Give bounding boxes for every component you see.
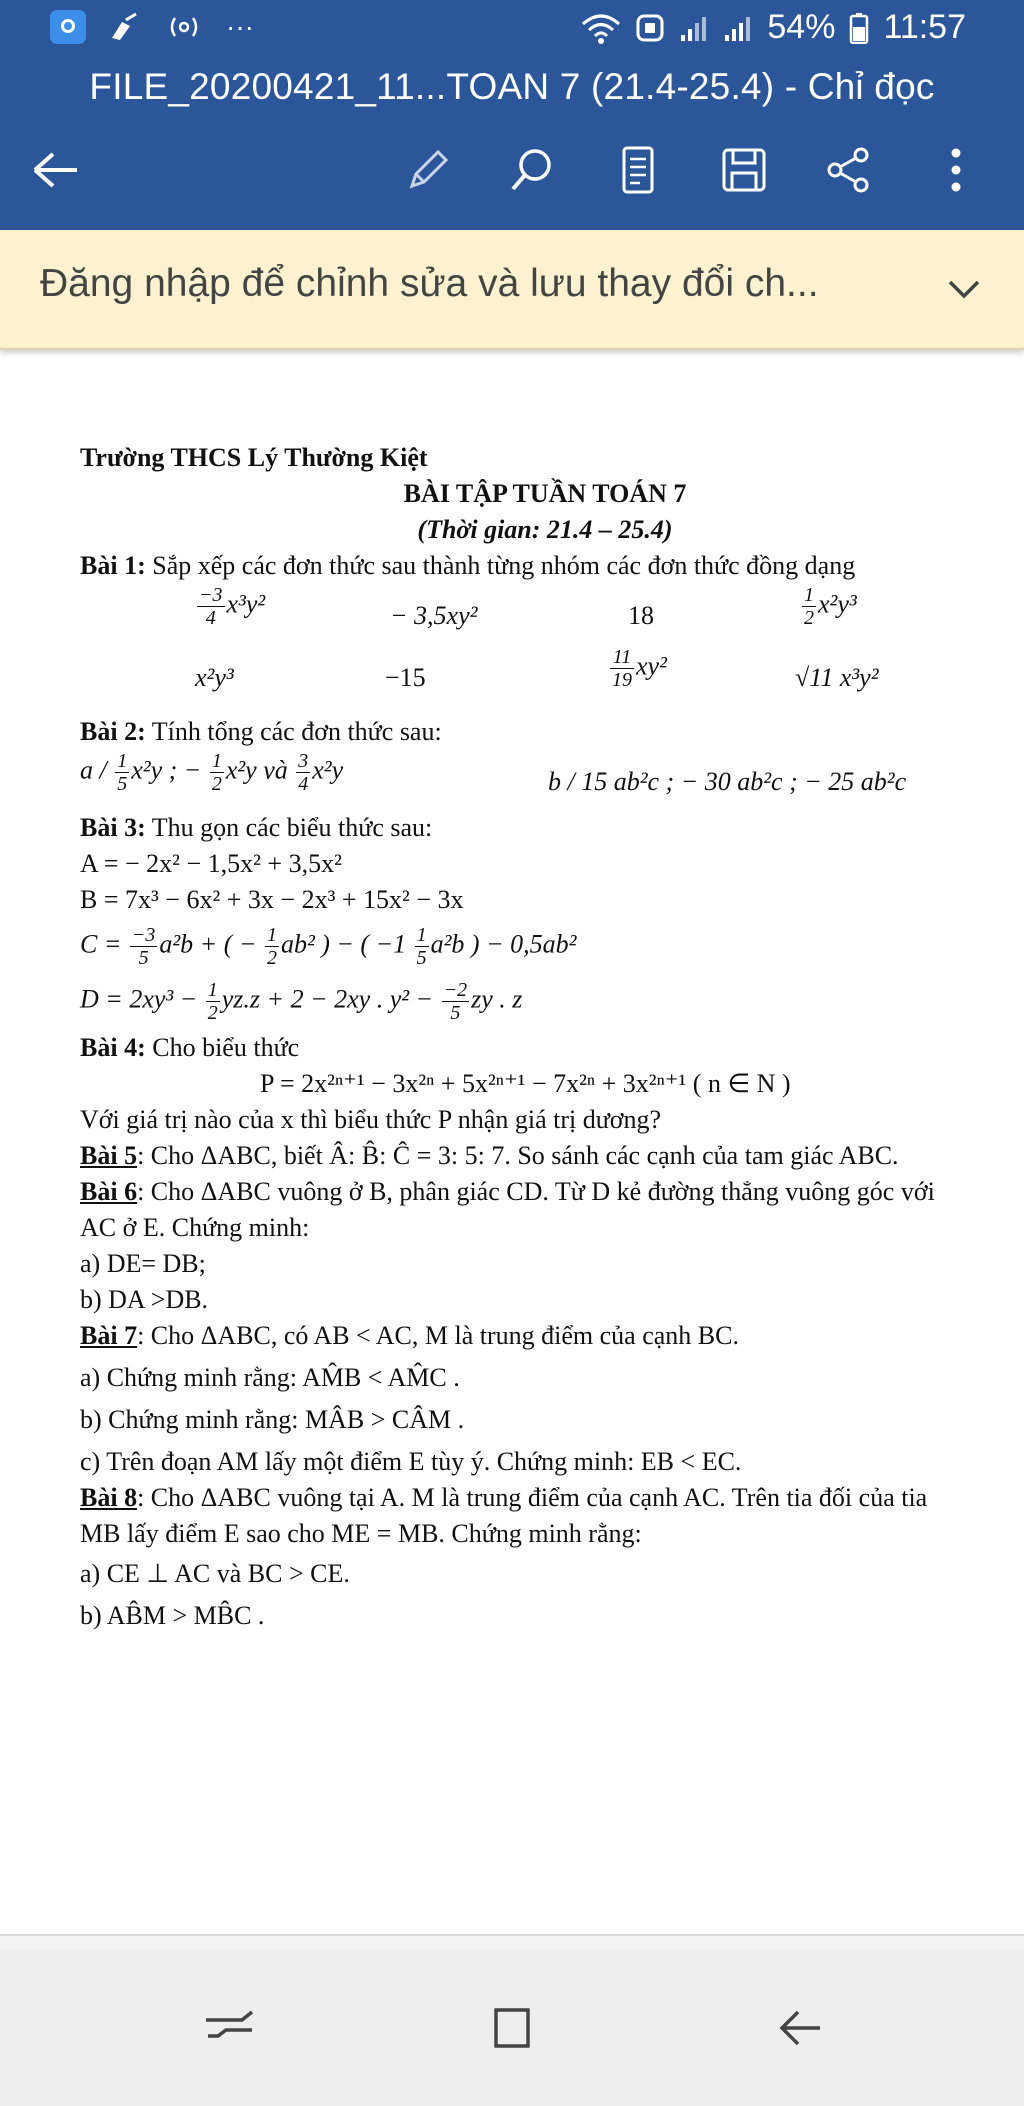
- numerator: 1: [211, 750, 222, 772]
- pencil-icon: [404, 146, 452, 194]
- c-middle-1: a²b + ( −: [159, 929, 257, 959]
- fraction: [296, 750, 310, 795]
- bai8-text-2: MB lấy điểm E sao cho ME = MB. Chứng minh rằng:: [80, 1519, 642, 1548]
- back-nav-button[interactable]: [770, 1998, 830, 2058]
- bai7-part-b: b) Chứng minh rằng: MÂB > CÂM .: [80, 1405, 465, 1434]
- numerator: 1: [804, 584, 814, 606]
- monomial-rest: x²y³: [818, 589, 857, 619]
- fraction: [197, 584, 225, 629]
- back-arrow-icon: [31, 150, 81, 190]
- fraction: [210, 750, 224, 795]
- monomial-r1c4: [800, 584, 857, 629]
- edit-button[interactable]: [398, 140, 458, 200]
- monomial-r2c3: [608, 646, 667, 691]
- bai1-prompt: [80, 548, 1010, 584]
- search-button[interactable]: [502, 140, 562, 200]
- monomial-rest: xy²: [636, 651, 667, 681]
- bai2-text: Tính tổng các đơn thức sau:: [145, 717, 442, 746]
- monomial-r1c1: [195, 584, 265, 629]
- hotspot-icon: [50, 10, 86, 44]
- sign-in-banner[interactable]: [0, 230, 1024, 350]
- chevron-down-icon[interactable]: [944, 270, 984, 310]
- share-button[interactable]: [818, 140, 878, 200]
- sign-in-banner-text: Đăng nhập để chỉnh sửa và lưu thay đổi ch...: [40, 262, 819, 305]
- status-bar-left: [50, 10, 254, 44]
- fraction: [115, 750, 129, 795]
- save-icon: [720, 146, 768, 194]
- bai4-formula: P = 2x²ⁿ⁺¹ − 3x²ⁿ + 5x²ⁿ⁺¹ − 7x²ⁿ + 3x²ⁿ⁺¹ ( n ∈ N ): [260, 1069, 791, 1098]
- app-bar: [0, 62, 1024, 230]
- d-end: zy . z: [471, 984, 523, 1014]
- monomial-r2c2: −15: [385, 663, 426, 692]
- bai8-label: Bài 8: [80, 1483, 138, 1512]
- signal-icon-2: [723, 13, 753, 43]
- c-end: a²b ) − 0,5ab²: [430, 929, 577, 959]
- bai6-part-a: a) DE= DB;: [80, 1249, 206, 1278]
- signal-icon-1: [679, 13, 709, 43]
- fraction: [610, 646, 634, 691]
- bai7-part-c: c) Trên đoạn AM lấy một điểm E tùy ý. Chứng minh: EB < EC.: [80, 1447, 742, 1476]
- numerator: 1: [117, 750, 128, 772]
- more-vertical-icon: [946, 145, 966, 195]
- denominator: 2: [804, 607, 814, 629]
- numerator: 1: [207, 979, 218, 1001]
- monomial-rest: x³y²: [226, 589, 266, 619]
- bai5-prompt: [80, 1138, 1010, 1174]
- denominator: 5: [138, 947, 149, 969]
- recent-apps-button[interactable]: [200, 1998, 260, 2058]
- save-button[interactable]: [714, 140, 774, 200]
- back-button[interactable]: [26, 140, 86, 200]
- status-bar-right: [581, 8, 966, 47]
- clock: 11:57: [883, 8, 966, 46]
- doc-time-period: (Thời gian: 21.4 – 25.4): [417, 515, 673, 544]
- status-bar: [0, 0, 1024, 62]
- expression-b: B = 7x³ − 6x² + 3x − 2x³ + 15x² − 3x: [80, 885, 464, 914]
- expression-a: A = − 2x² − 1,5x² + 3,5x²: [80, 849, 342, 878]
- numerator: −3: [131, 924, 156, 946]
- more-notifications: ···: [226, 11, 254, 42]
- bai2-part-b: b / 15 ab²c ; − 30 ab²c ; − 25 ab²c: [548, 767, 907, 796]
- monomial-r1c2: − 3,5xy²: [390, 601, 478, 630]
- denominator: 5: [416, 947, 427, 969]
- expression-d: [80, 979, 1010, 1024]
- bai7-part-a: a) Chứng minh rằng: AM̂B < AM̂C .: [80, 1363, 460, 1392]
- bai8-prompt: [80, 1480, 1010, 1516]
- denominator: 5: [117, 773, 128, 795]
- nfc-icon: [164, 12, 204, 42]
- monomial-r1c3: 18: [628, 601, 654, 630]
- bai8-part-a: a) CE ⊥ AC và BC > CE.: [80, 1559, 350, 1588]
- monomial-r2c1: x²y³: [195, 663, 234, 692]
- navigation-bar: [0, 1950, 1024, 2106]
- bai1-row-1: [80, 584, 1010, 646]
- battery-icon: [849, 12, 869, 44]
- bai1-label: Bài 1:: [80, 551, 146, 580]
- denominator: 2: [211, 773, 222, 795]
- bai2-label: Bài 2:: [80, 717, 146, 746]
- battery-percent: 54%: [767, 8, 836, 46]
- page-bottom-gap: [0, 1936, 1024, 1950]
- cleaner-icon: [108, 12, 142, 42]
- fraction: [265, 924, 279, 969]
- search-icon: [507, 145, 557, 195]
- bai7-prompt: [80, 1318, 1010, 1354]
- bai6-part-b: b) DA >DB.: [80, 1285, 209, 1314]
- bai7-text: : Cho ΔABC, có AB < AC, M là trung điểm của cạnh BC.: [137, 1321, 739, 1350]
- d-middle: yz.z + 2 − 2xy . y² −: [221, 984, 434, 1014]
- denominator: 4: [298, 773, 309, 795]
- numerator: 1: [266, 924, 277, 946]
- c-prefix: C =: [80, 929, 122, 959]
- bai4-text: Cho biểu thức: [145, 1033, 300, 1062]
- numerator: −3: [199, 584, 223, 606]
- fraction: [415, 924, 429, 969]
- term-rest: x²y: [312, 755, 344, 785]
- bai5-text: : Cho ΔABC, biết Â: B̂: Ĉ = 3: 5: 7. So sánh các cạnh của tam giác ABC.: [137, 1141, 899, 1170]
- school-name: Trường THCS Lý Thường Kiệt: [80, 443, 428, 472]
- share-icon: [823, 145, 873, 195]
- denominator: 19: [612, 669, 632, 691]
- denominator: 2: [207, 1002, 218, 1024]
- document-title: FILE_20200421_11...TOAN 7 (21.4-25.4) - Chỉ đọc: [89, 66, 935, 107]
- bai6-prompt: [80, 1174, 1010, 1210]
- fraction: [130, 924, 158, 969]
- bai8-part-b: b) AB̂M > MB̂C .: [80, 1601, 265, 1630]
- numerator: 3: [298, 750, 309, 772]
- bai3-label: Bài 3:: [80, 813, 146, 842]
- bai5-label: Bài 5: [80, 1141, 138, 1170]
- part-a-prefix: a /: [80, 755, 107, 785]
- term-rest: x²y ; −: [131, 755, 202, 785]
- bai2-terms: [80, 750, 1010, 810]
- denominator: 4: [205, 607, 216, 629]
- term-rest: x²y và: [225, 755, 288, 785]
- bai4-question: Với giá trị nào của x thì biểu thức P nhận giá trị dương?: [80, 1105, 662, 1134]
- numerator: 1: [416, 924, 427, 946]
- mobile-view-icon: [618, 145, 658, 195]
- bai6-text-1: : Cho ΔABC vuông ở B, phân giác CD. Từ D kẻ đường thẳng vuông góc với: [137, 1177, 935, 1206]
- data-saver-icon: [635, 12, 665, 44]
- reading-view-button[interactable]: [608, 140, 668, 200]
- monomial-r2c4: √11 x³y²: [795, 663, 879, 692]
- d-prefix: D = 2xy³ −: [80, 984, 198, 1014]
- fraction: [802, 584, 816, 629]
- numerator: −2: [443, 979, 468, 1001]
- bai3-text: Thu gọn các biểu thức sau:: [145, 813, 433, 842]
- doc-heading: BÀI TẬP TUẦN TOÁN 7: [403, 479, 687, 508]
- numerator: 11: [610, 646, 634, 669]
- fraction: [206, 979, 220, 1024]
- bai8-text-1: : Cho ΔABC vuông tại A. M là trung điểm của cạnh AC. Trên tia đối của tia: [137, 1483, 928, 1512]
- c-middle-2: ab² ) − ( −1: [280, 929, 407, 959]
- denominator: 5: [450, 1002, 461, 1024]
- wifi-icon: [581, 12, 621, 44]
- home-button[interactable]: [482, 1998, 542, 2058]
- bai4-prompt: [80, 1030, 1010, 1066]
- denominator: 2: [266, 947, 277, 969]
- bai2-part-a: [80, 750, 343, 795]
- expression-c: [80, 924, 1010, 969]
- bai4-label: Bài 4:: [80, 1033, 146, 1062]
- bai3-prompt: [80, 810, 1010, 846]
- bai1-row-2: [80, 646, 1010, 714]
- bai7-label: Bài 7: [80, 1321, 138, 1350]
- bai1-text: Sắp xếp các đơn thức sau thành từng nhóm các đơn thức đồng dạng: [145, 551, 856, 580]
- document-page: [80, 440, 1010, 1640]
- more-options-button[interactable]: [926, 140, 986, 200]
- bai6-text-2: AC ở E. Chứng minh:: [80, 1213, 310, 1242]
- bai2-prompt: [80, 714, 1010, 750]
- bai6-label: Bài 6: [80, 1177, 138, 1206]
- fraction: [442, 979, 470, 1024]
